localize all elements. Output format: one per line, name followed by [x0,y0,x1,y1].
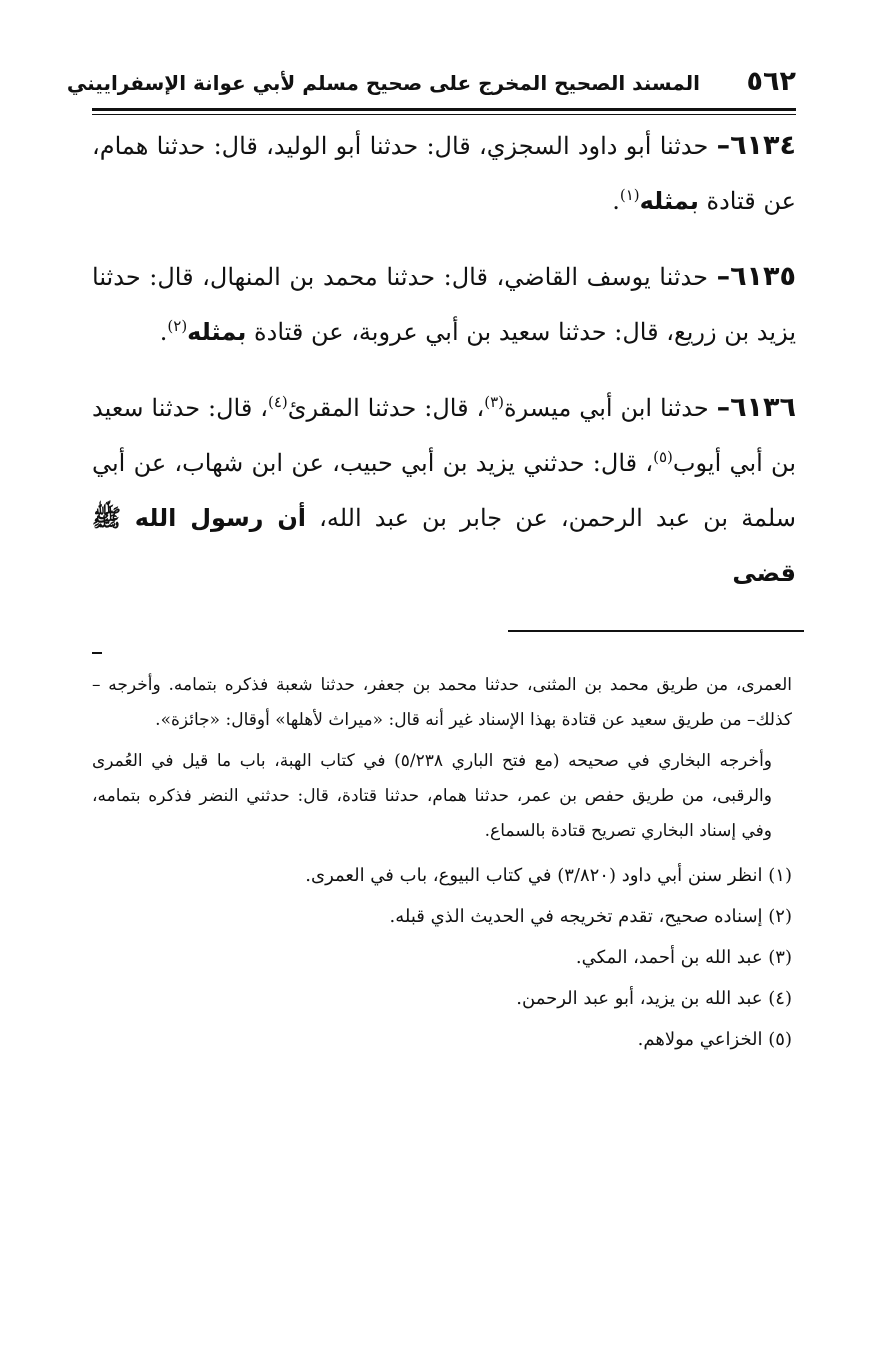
footnote-ref[interactable]: (٤) [267,393,288,411]
hadith-number: ٦١٣٦– [716,392,796,423]
footnote-continuation-mark [92,652,102,654]
hadith-number: ٦١٣٥– [716,261,796,292]
hadith-6134 [92,118,796,229]
footnote-4: (٤) عبد الله بن يزيد، أبو عبد الرحمن. [516,988,792,1009]
page-number: ٥٦٢ [746,66,796,97]
footnote-ref[interactable]: (٥) [653,448,673,466]
page-header [66,64,796,108]
hadith-text: حدثنا ابن أبي ميسرة [504,394,717,422]
footnote-ref[interactable]: (١) [619,186,640,204]
header-rule-thin [92,114,796,115]
hadith-text: حدثنا يوسف القاضي، قال: حدثنا محمد بن المنهال، قال: حدثنا يزيد بن زريع، قال: حدثنا سعيد بن أبي عروبة، عن قتادة [92,263,796,346]
footnotes [92,668,792,1060]
hadith-text: حدثنا أبو داود السجزي، قال: حدثنا أبو الوليد، قال: حدثنا همام، عن قتادة [92,132,796,215]
hadith-text: ، قال: حدثنا المقرئ [287,394,485,422]
footnote-2: (٢) إسناده صحيح، تقدم تخريجه في الحديث الذي قبله. [389,906,792,927]
footnote-ref[interactable]: (٢) [167,317,188,335]
hadith-text: ، قال: حدثنا سعيد بن أبي أيوب [92,394,797,477]
header-rule [92,108,796,111]
footnote-ref[interactable]: (٣) [484,393,504,411]
footnote-5: (٥) الخزاعي مولاهم. [637,1029,792,1050]
footnote-1: (١) انظر سنن أبي داود (٣/٨٢٠) في كتاب البيوع، باب في العمرى. [305,865,792,886]
hadith-number: ٦١٣٤– [716,130,796,161]
hadith-bold-text: بمثله [639,187,699,215]
hadith-end: . [612,187,620,215]
hadith-bold-text: بمثله [187,318,247,346]
footnote-separator [508,630,804,632]
running-title: المسند الصحيح المخرج على صحيح مسلم لأبي عوانة الإسفراييني [66,71,700,95]
footnote-bukhari: وأخرجه البخاري في صحيحه (مع فتح الباري ٥/٢٣٨) في كتاب الهبة، باب ما قيل في العُمرى والرقبى، من طريق حفص بن عمر، حدثنا همام، حدثنا قتادة، قال: حدثني النضر فذكره بتمامه، وفي إسناد البخاري تصريح قتادة بالسماع. [92,751,772,841]
hadith-6136 [92,380,796,601]
hadith-end: . [159,318,168,346]
hadith-text: ، قال: حدثني يزيد بن أبي حبيب، عن ابن شهاب، عن أبي سلمة بن عبد الرحمن، عن جابر بن عبد الله، [92,449,796,532]
main-text [92,118,796,621]
hadith-6135 [92,249,796,360]
hadith-bold-text: أن رسول الله ﷺ قضى [92,504,796,587]
footnote-3: (٣) عبد الله بن أحمد، المكي. [575,947,792,968]
footnote-continuation: العمرى، من طريق محمد بن المثنى، حدثنا محمد بن جعفر، حدثنا شعبة فذكره بتمامه. وأخرجه –كذلك– من طريق سعيد عن قتادة بهذا الإسناد غير أنه قال: «ميراث لأهلها» أوقال: «جائزة». [92,675,792,730]
